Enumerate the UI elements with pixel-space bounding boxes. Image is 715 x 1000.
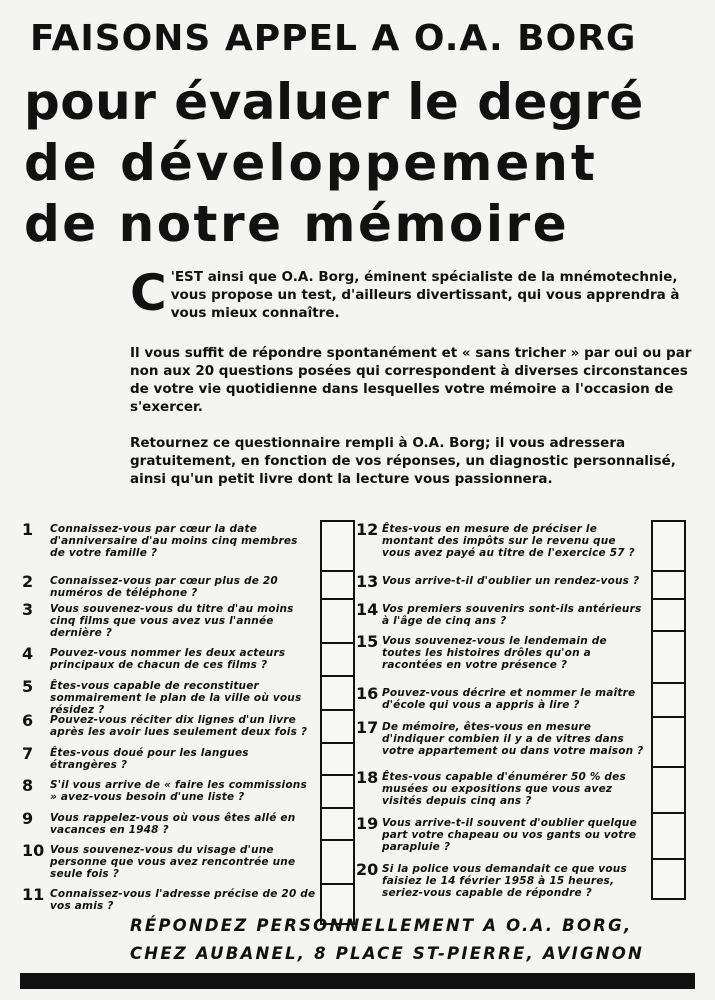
question-row — [22, 644, 355, 677]
headline-line-3: de notre mémoire — [24, 195, 570, 253]
answer-box[interactable] — [651, 768, 686, 814]
question-number: 18 — [356, 768, 379, 787]
question-row — [22, 572, 355, 600]
answer-box[interactable] — [320, 841, 355, 885]
answer-box[interactable] — [320, 572, 355, 600]
question-text: Êtes-vous en mesure de préciser le montant des impôts sur le revenu que vous avez payé au titre de l'exercice 57 ? — [382, 523, 635, 559]
question-row — [356, 718, 686, 768]
question-row — [22, 776, 355, 809]
answer-box[interactable] — [651, 572, 686, 600]
footer-line-1: RÉPONDEZ PERSONNELLEMENT A O.A. BORG, — [130, 916, 633, 935]
question-number: 5 — [22, 677, 34, 696]
answer-box[interactable] — [320, 600, 355, 644]
intro-paragraph-1-text: 'EST ainsi que O.A. Borg, éminent spécialiste de la mnémotechnie, vous propose un test, d'ailleurs divertissant, qui vous apprendra à vous mieux connaître. — [170, 269, 680, 321]
question-row — [356, 520, 686, 572]
question-row — [356, 600, 686, 632]
question-number: 1 — [22, 520, 34, 539]
answer-box[interactable] — [651, 684, 686, 718]
answer-box[interactable] — [320, 677, 355, 711]
question-text: Vous souvenez-vous le lendemain de toutes les histoires drôles qu'on a racontées en votre présence ? — [382, 635, 607, 671]
question-number: 15 — [356, 632, 379, 651]
question-row — [22, 809, 355, 841]
question-text: Êtes-vous capable de reconstituer sommairement le plan de la ville où vous résidez ? — [50, 680, 302, 716]
questions-right-column — [356, 520, 686, 900]
questions-left-column — [22, 520, 355, 925]
question-number: 17 — [356, 718, 379, 737]
question-row — [356, 632, 686, 684]
question-number: 8 — [22, 776, 34, 795]
answer-box[interactable] — [651, 600, 686, 632]
question-number: 20 — [356, 860, 379, 879]
question-text: Êtes-vous doué pour les langues étrangères ? — [50, 747, 249, 771]
footer-line-2: CHEZ AUBANEL, 8 PLACE ST-PIERRE, AVIGNON — [130, 944, 645, 963]
question-row — [22, 520, 355, 572]
question-row — [356, 860, 686, 900]
question-text: Pouvez-vous nommer les deux acteurs principaux de chacun de ces films ? — [50, 647, 286, 671]
question-number: 14 — [356, 600, 379, 619]
answer-box[interactable] — [320, 711, 355, 744]
answer-box[interactable] — [320, 644, 355, 677]
question-number: 4 — [22, 644, 34, 663]
question-row — [356, 572, 686, 600]
answer-box[interactable] — [651, 718, 686, 768]
footer-bar — [20, 973, 695, 989]
question-number: 2 — [22, 572, 34, 591]
question-row — [22, 600, 355, 644]
question-text: Connaissez-vous par cœur la date d'anniversaire d'au moins cinq membres de votre famille ? — [50, 523, 298, 559]
question-text: Vous arrive-t-il d'oublier un rendez-vous ? — [382, 575, 640, 587]
question-number: 9 — [22, 809, 34, 828]
question-number: 13 — [356, 572, 379, 591]
question-number: 3 — [22, 600, 34, 619]
question-number: 19 — [356, 814, 379, 833]
question-text: Vous rappelez-vous où vous êtes allé en vacances en 1948 ? — [50, 812, 296, 836]
question-text: Vous souvenez-vous du visage d'une personne que vous avez rencontrée une seule fois ? — [50, 844, 296, 880]
question-number: 16 — [356, 684, 379, 703]
answer-box[interactable] — [651, 632, 686, 684]
question-row — [356, 684, 686, 718]
answer-box[interactable] — [320, 744, 355, 776]
question-text: Pouvez-vous décrire et nommer le maître d'école qui vous a appris à lire ? — [382, 687, 636, 711]
question-row — [356, 814, 686, 860]
question-text: Pouvez-vous réciter dix lignes d'un livre après les avoir lues seulement deux fois ? — [50, 714, 308, 738]
intro-paragraph-3: Retournez ce questionnaire rempli à O.A. Borg; il vous adressera gratuitement, en fonction de vos réponses, un diagnostic personnalisé, ainsi qu'un petit livre dont la lecture vous passionnera. — [130, 435, 676, 487]
question-text: S'il vous arrive de « faire les commissions » avez-vous besoin d'une liste ? — [50, 779, 307, 803]
question-number: 6 — [22, 711, 34, 730]
question-row — [22, 711, 355, 744]
question-number: 11 — [22, 885, 45, 904]
question-text: Vos premiers souvenirs sont-ils antérieurs à l'âge de cinq ans ? — [382, 603, 642, 627]
question-row — [22, 677, 355, 716]
intro-dropcap: C — [130, 264, 167, 322]
question-number: 12 — [356, 520, 379, 539]
answer-box[interactable] — [320, 776, 355, 809]
question-text: Êtes-vous capable d'énumérer 50 % des musées ou expositions que vous avez visités depuis cinq ans ? — [382, 771, 626, 807]
question-row — [22, 744, 355, 776]
question-text: Vous arrive-t-il souvent d'oublier quelque part votre chapeau ou vos gants ou votre parapluie ? — [382, 817, 637, 853]
question-number: 7 — [22, 744, 34, 763]
question-text: Connaissez-vous l'adresse précise de 20 de vos amis ? — [50, 888, 316, 912]
question-text: Connaissez-vous par cœur plus de 20 numéros de téléphone ? — [50, 575, 278, 599]
question-text: Vous souvenez-vous du titre d'au moins cinq films que vous avez vus l'année dernière ? — [50, 603, 294, 639]
question-text: De mémoire, êtes-vous en mesure d'indiquer combien il y a de vitres dans votre appartement ou dans votre maison ? — [382, 721, 644, 757]
headline-top: FAISONS APPEL A O.A. BORG — [30, 18, 637, 59]
question-text: Si la police vous demandait ce que vous faisiez le 14 février 1958 à 15 heures, seriez-vous capable de répondre ? — [382, 863, 627, 899]
question-number: 10 — [22, 841, 45, 860]
answer-box[interactable] — [320, 520, 355, 572]
headline-line-1: pour évaluer le degré — [24, 73, 644, 131]
answer-box[interactable] — [651, 520, 686, 572]
intro-paragraph-2: Il vous suffit de répondre spontanément et « sans tricher » par oui ou par non aux 20 questions posées qui correspondent à diverses circonstances de votre vie quotidienne dans lesquelles votre mémoire a l'occasion de s'exercer. — [130, 345, 692, 415]
answer-box[interactable] — [651, 860, 686, 900]
question-row — [22, 841, 355, 885]
question-row — [356, 768, 686, 814]
headline-line-2: de développement — [24, 134, 598, 192]
answer-box[interactable] — [651, 814, 686, 860]
intro-paragraph-1 — [130, 264, 695, 322]
answer-box[interactable] — [320, 809, 355, 841]
